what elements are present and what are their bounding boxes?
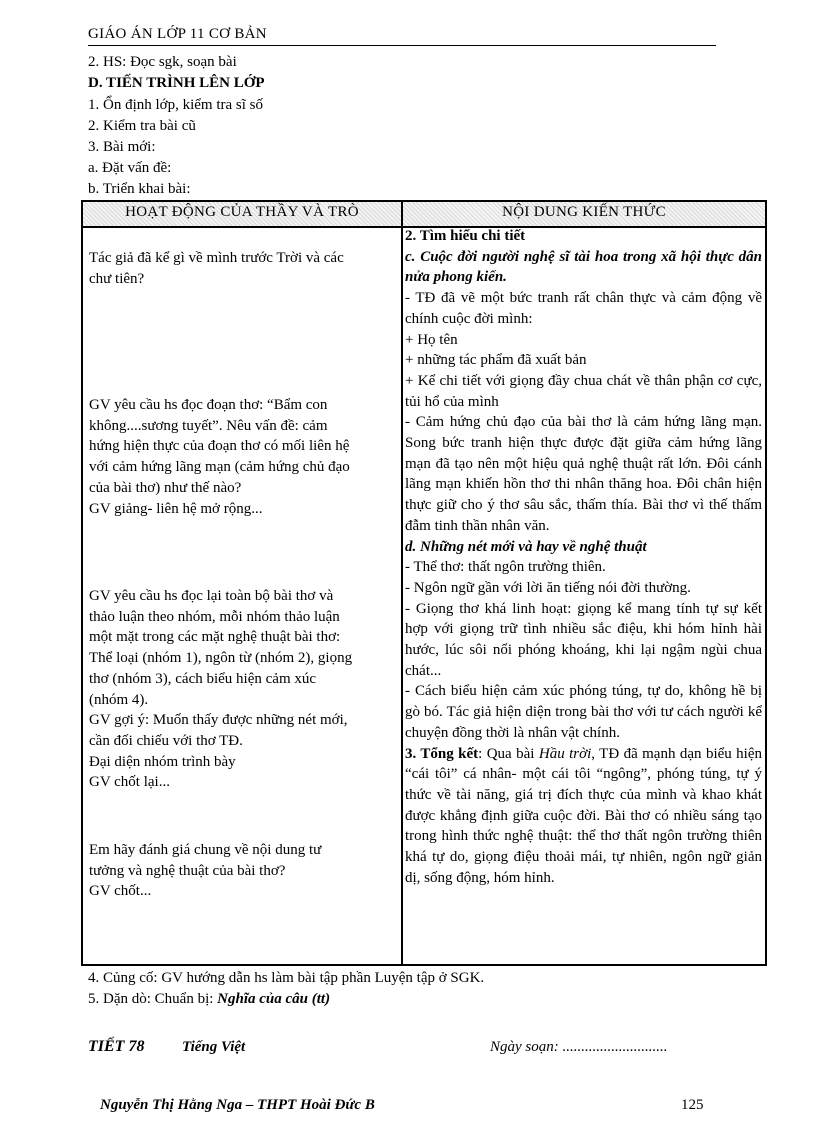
text-line: GV giảng- liên hệ mở rộng... — [89, 500, 263, 517]
text-line: Thể loại (nhóm 1), ngôn từ (nhóm 2), giọng — [89, 650, 353, 667]
summary-text: , TĐ đã mạnh dạn biểu hiện “cái tôi” cá nhân- một cái tôi “ngông”, phóng túng, tự ý thức về tài năng, giá trị đích thực của mình và khao khát được khẳng định giữa cuộc đời. Bài thơ có nhiều sáng tạo trong hình thức nghệ thuật: thể thơ thất ngôn trường thiên khá tự do, giọng điệu thoải mái, tự nhiên, ngôn ngữ giản dị, sống động, hóm hỉnh. — [405, 745, 762, 886]
left-question-4 — [89, 840, 391, 902]
text-line: cần đối chiếu với thơ TĐ. — [89, 732, 243, 749]
paragraph: - TĐ đã vẽ một bức tranh rất chân thực và cảm động về chính cuộc đời mình: — [405, 290, 762, 327]
paragraph: + những tác phẩm đã xuất bản — [405, 352, 587, 369]
paragraph: + Họ tên — [405, 331, 458, 348]
paragraph: - Ngôn ngữ gần với lời ăn tiếng nói đời thường. — [405, 579, 691, 596]
text-line: Tác giả đã kể gì về mình trước Trời và các — [89, 250, 344, 266]
paragraph: - Cảm hứng chủ đạo của bài thơ là cảm hứng lãng mạn. Song bức tranh hiện thực được đặt giữa cảm hứng lãng mạn đã tạo nên một hiệu quả nghệ thuật rất lớn. Đôi cánh lãng mạn khiến hồn thơ thi nhân thăng hoa. Đôi chân hiện thực giữ cho ý thơ sâu sắc, thấm thía. Bài thơ vì thế thấm đẫm tinh thần nhân văn. — [405, 414, 762, 534]
page-header: GIÁO ÁN LỚP 11 CƠ BẢN — [88, 26, 716, 46]
step-1: 1. Ổn định lớp, kiểm tra sĩ số — [88, 97, 264, 113]
step-3a: a. Đặt vấn đề: — [88, 160, 172, 176]
text-line: không....sương tuyết”. Nêu vấn đề: cảm — [89, 417, 328, 434]
step-3b: b. Triển khai bài: — [88, 181, 191, 197]
hs-prep: 2. HS: Đọc sgk, soạn bài — [88, 54, 237, 70]
dan-do — [88, 989, 330, 1009]
summary-text: : Qua bài — [478, 745, 539, 762]
text-line: GV yêu cầu hs đọc lại toàn bộ bài thơ và — [89, 588, 334, 604]
table-header-row — [83, 202, 765, 228]
left-question-3 — [89, 586, 391, 793]
paragraph: + Kể chi tiết với giọng đầy chua chát về thân phận cơ cực, tủi hổ của mình — [405, 372, 762, 410]
text-line: Em hãy đánh giá chung về nội dung tư — [89, 842, 322, 858]
text-line: tưởng và nghệ thuật của bài thơ? — [89, 862, 286, 879]
summary-paragraph — [405, 744, 762, 889]
footer-author: Nguyễn Thị Hằng Nga – THPT Hoài Đức B — [100, 1097, 375, 1113]
paragraph: - Thể thơ: thất ngôn trường thiên. — [405, 559, 606, 576]
work-title: Hầu trời — [538, 745, 592, 762]
subsection-title: 2. Tìm hiểu chi tiết — [405, 228, 526, 244]
summary-label: 3. Tổng kết — [405, 745, 479, 762]
next-lesson-subject: Tiếng Việt — [182, 1039, 246, 1055]
point-c-title: c. Cuộc đời người nghệ sĩ tài hoa trong xã hội thực dân nửa phong kiến. — [405, 248, 762, 286]
next-lesson-number: TIẾT 78 — [88, 1038, 145, 1055]
text-line: GV gợi ý: Muốn thấy được những nét mới, — [89, 712, 348, 729]
column-divider — [401, 202, 403, 964]
text-line: của bài thơ) như thế nào? — [89, 479, 242, 496]
text-line: (nhóm 4). — [89, 691, 149, 708]
step-2: 2. Kiểm tra bài cũ — [88, 118, 196, 134]
text-line: Đại diện nhóm trình bày — [89, 753, 236, 770]
paragraph: - Giọng thơ khá linh hoạt: giọng kể mang tính tự sự kết hợp với giọng trữ tình nhiều sắc điệu, khi hóm hỉnh hài hước, lúc sôi nổi phóng khoáng, khi lại ngậm ngùi chua chát... — [405, 600, 762, 679]
text-line: hứng hiện thực của đoạn thơ có mối liên hệ — [89, 438, 350, 455]
cung-co: 4. Củng cố: GV hướng dẫn hs làm bài tập phần Luyện tập ở SGK. — [88, 970, 485, 986]
paragraph: - Cách biểu hiện cảm xúc phóng túng, tự do, không hề bị gò bó. Tác giả hiện diện trong bài thơ với tư cách người kể chuyện đồng thời là nhân vật chính. — [405, 683, 762, 741]
text-line: một mặt trong các mặt nghệ thuật bài thơ: — [89, 629, 341, 646]
point-d-title: d. Những nét mới và hay về nghệ thuật — [405, 538, 647, 555]
left-question-2 — [89, 395, 391, 519]
text-line: thảo luận theo nhóm, mỗi nhóm thảo luận — [89, 608, 340, 625]
dan-do-title: Nghĩa của câu (tt) — [217, 991, 331, 1007]
text-line: GV yêu cầu hs đọc đoạn thơ: “Bẩm con — [89, 397, 328, 413]
preparation-date: Ngày soạn: ............................ — [490, 1039, 668, 1055]
section-d-title: D. TIẾN TRÌNH LÊN LỚP — [88, 75, 265, 91]
text-line: GV chốt... — [89, 883, 152, 900]
col-header-activities: HOẠT ĐỘNG CỦA THẦY VÀ TRÒ — [125, 204, 359, 220]
text-line: thơ (nhóm 3), cách biểu hiện cảm xúc — [89, 670, 317, 687]
page-number: 125 — [681, 1097, 704, 1113]
left-question-1 — [89, 248, 391, 289]
text-line: với cảm hứng lãng mạn (cảm hứng chủ đạo — [89, 459, 350, 476]
text-line: chư tiên? — [89, 270, 145, 287]
lesson-table — [81, 200, 767, 966]
col-header-content: NỘI DUNG KIẾN THỨC — [502, 204, 666, 220]
text-line: GV chốt lại... — [89, 774, 170, 791]
dan-do-label: 5. Dặn dò: Chuẩn bị: — [88, 991, 218, 1007]
step-3: 3. Bài mới: — [88, 139, 156, 155]
right-content — [405, 226, 762, 889]
